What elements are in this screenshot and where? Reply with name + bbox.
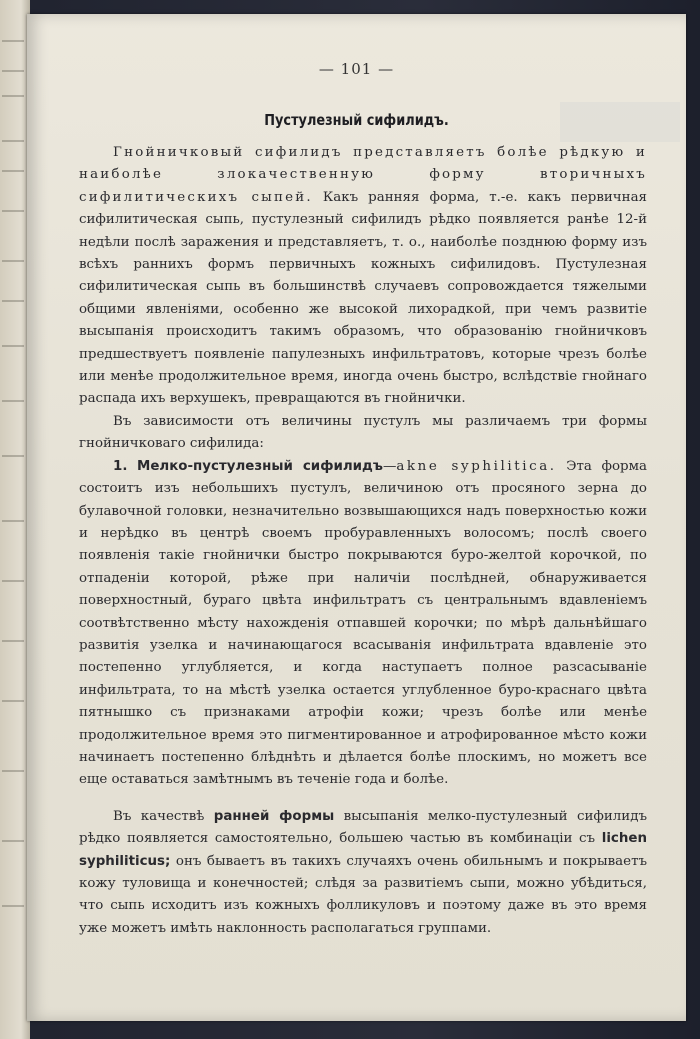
item-description: Эта форма состоитъ изъ небольшихъ пустулъ, величиною отъ просяного зерна до булавочной головки, незначительно возвышающихся надъ поверхностью кожи и нерѣдко въ центрѣ своемъ пробуравленныхъ волосомъ; послѣ своего появленія такіе гнойнички быстро покрываются буро-желтой корочкой, по отпаденіи которой, рѣже при наличіи послѣдней, обнаруживается поверхностный, бураго цвѣта инфильтратъ съ центральнымъ вдавленіемъ соотвѣтственно мѣсту нахожденія отпавшей корочки; по мѣрѣ дальнѣйшаго развитія узелка и начинающагося всасыванія инфильтрата вдавленіе это постепенно углубляется, и когда наступаетъ полное разсасываніе инфильтрата, то на мѣстѣ узелка остается углубленное буро-краснаго цвѣта пятнышко съ признаками атрофіи кожи; чрезъ болѣе или менѣе продолжительное время это пигментированное и атрофированное мѣсто кожи начинаетъ постепенно блѣднѣть и дѣлается болѣе плоскимъ, но можетъ все еще оставаться замѣтнымъ въ теченіе года и болѣе. bbox=[79, 458, 647, 788]
paragraph-forms: Въ зависимости отъ величины пустулъ мы различаемъ три формы гнойничковаго сифилида: bbox=[79, 413, 647, 452]
intro-text: Какъ ранняя форма, т.-е. какъ первичная сифилитическая сыпь, пустулезный сифилидъ рѣдко появляется ранѣе 12-й недѣли послѣ заражения и представляетъ, т. о., наиболѣе позднюю форму изъ всѣхъ раннихъ формъ первичныхъ кожныхъ сифилидовъ. Пустулезная сифилитическая сыпь въ большинствѣ случаевъ сопровождается тяжелыми общими явленіями, особенно же высокой лихорадкой, при чемъ развитіе высыпанія происходитъ такимъ образомъ, что образованію гнойничковъ предшествуетъ появленіе папулезныхъ инфильтратовъ, которые чрезъ болѣе или менѣе продолжительное время, иногда очень быстро, вслѣдствіе гнойнаго распада ихъ верхушекъ, превращаются въ гнойнички. bbox=[79, 189, 648, 407]
early-form-bold: ранней формы bbox=[213, 808, 335, 824]
paragraph-intro bbox=[79, 142, 647, 411]
page-body bbox=[79, 142, 647, 940]
item-latin-term: akne syphilitica. bbox=[396, 458, 557, 474]
paragraph-early-form bbox=[79, 806, 647, 940]
previous-page-edge bbox=[0, 0, 30, 1039]
item-title: Мелко-пустулезный сифилидъ bbox=[137, 458, 383, 474]
lichen-term: lichen syphiliticus; bbox=[79, 831, 647, 869]
item-number: 1. bbox=[113, 458, 128, 474]
early-form-rest: онъ бываетъ въ такихъ случаяхъ очень обильнымъ и покрываетъ кожу туловища и конечностей; слѣдя за развитіемъ сыпи, можно убѣдиться, что сыпь исходитъ изъ кожныхъ фолликуловъ и поэтому даже въ это время уже можетъ имѣть наклонность располагаться группами. bbox=[79, 853, 647, 936]
early-form-text: высыпанія мелко-пустулезный сифилидъ рѣдко появляется самостоятельно, большею частью въ комбинаціи съ bbox=[79, 808, 647, 847]
page-number: — 101 — bbox=[318, 60, 395, 78]
book-page bbox=[27, 14, 686, 1021]
section-title: Пустулезный сифилидъ. bbox=[264, 111, 449, 129]
intro-spaced-text: Гнойничковый сифилидъ представляетъ болѣе рѣдкую и наиболѣе злокачественную форму вторичныхъ сифилитическихъ сыпей. bbox=[79, 145, 647, 205]
item-dash: — bbox=[382, 458, 397, 474]
paragraph-item-1 bbox=[79, 456, 647, 792]
early-form-lead: Въ качествѣ bbox=[113, 808, 205, 824]
